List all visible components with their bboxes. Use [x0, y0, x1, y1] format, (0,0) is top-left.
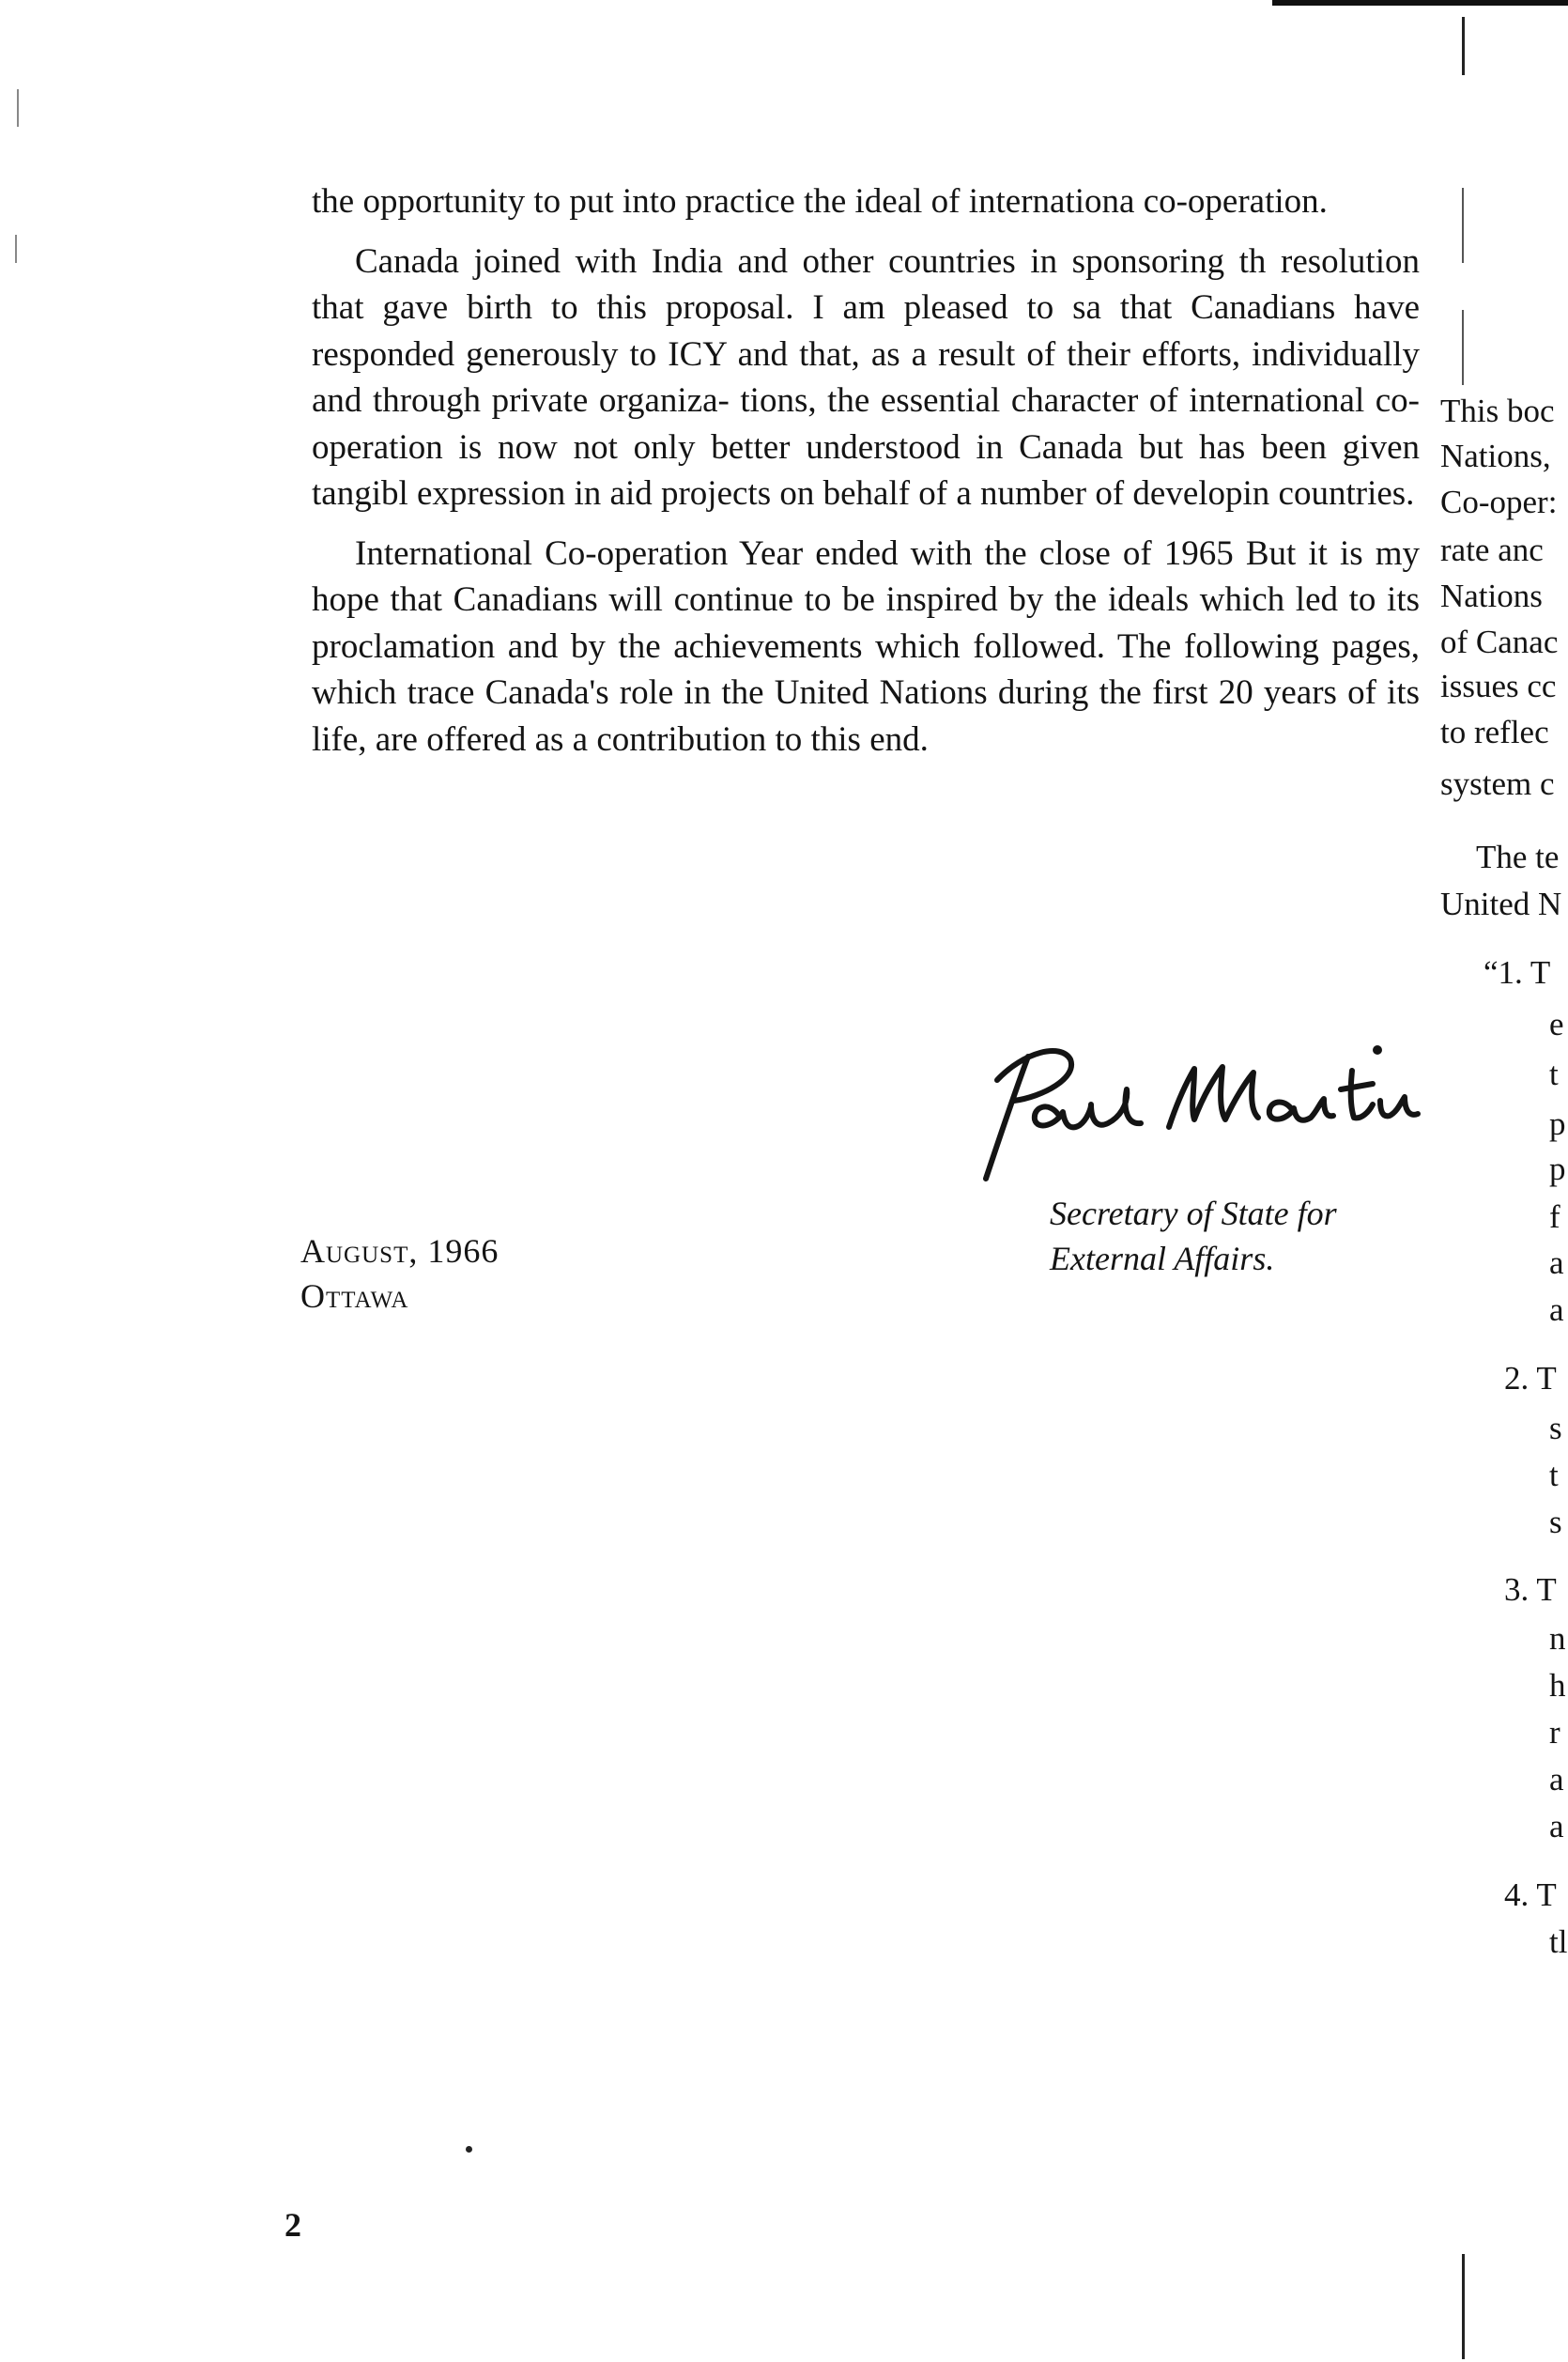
next-page-line: e	[1549, 1006, 1564, 1042]
next-page-line: to reflec	[1440, 714, 1549, 750]
next-page-line: rate anc	[1440, 532, 1544, 568]
scan-speck-2	[15, 235, 17, 263]
ink-speck	[466, 2146, 472, 2153]
next-page-line: n	[1549, 1620, 1566, 1657]
signature-image	[948, 1014, 1437, 1193]
next-page-line: The te	[1476, 839, 1560, 875]
place-text: Ottawa	[300, 1277, 409, 1315]
signature-title-line-2: External Affairs.	[1050, 1240, 1275, 1277]
next-page-line: Nations	[1440, 578, 1543, 614]
next-page-line: system c	[1440, 765, 1555, 802]
next-page-line: h	[1549, 1667, 1566, 1704]
next-page-line: of Canac	[1440, 624, 1559, 660]
next-page-line: t	[1549, 1056, 1559, 1092]
dateline	[300, 1228, 499, 1319]
next-page-line: p	[1549, 1150, 1566, 1187]
next-page-line: r	[1549, 1714, 1560, 1751]
signature-title	[1050, 1191, 1337, 1281]
next-page-line: a	[1549, 1291, 1564, 1328]
next-page-line: Nations,	[1440, 438, 1551, 474]
next-page-line: 4. T	[1504, 1876, 1557, 1913]
body-text	[312, 178, 1420, 776]
signature-title-line-1: Secretary of State for	[1050, 1195, 1337, 1232]
next-page-line: f	[1549, 1198, 1560, 1235]
next-page-line: Co-oper:	[1440, 484, 1558, 520]
next-page-line: This boc	[1440, 393, 1555, 429]
next-page-fragment	[1440, 0, 1568, 2362]
next-page-line: United N	[1440, 886, 1562, 922]
next-page-line: a	[1549, 1761, 1564, 1798]
next-page-line: 3. T	[1504, 1571, 1557, 1608]
scan-speck-1	[17, 89, 19, 127]
paragraph-2: Canada joined with India and other countries in sponsoring th resolution that gave birth to this proposal. I am pleased to sa that Canadians have responded generously to ICY and that, as a result of their efforts, individually and through private organiza- tions, the essential character of international co-operation is now not only better understood in Canada but has been given tangibl expression in aid projects on behalf of a number of developin countries.	[312, 241, 1420, 513]
paragraph-3: International Co-operation Year ended with the close of 1965 But it is my hope that Canadians will continue to be inspired by the ideals which led to its proclamation and by the achievements which followed. The following pages, which trace Canada's role in the United Nations during the first 20 years of its life, are offered as a contribution to this end.	[312, 533, 1420, 759]
next-page-line: tl	[1549, 1923, 1568, 1960]
next-page-line: 2. T	[1504, 1360, 1557, 1397]
next-page-line: p	[1549, 1105, 1566, 1142]
next-page-line: issues cc	[1440, 668, 1557, 704]
date-text: August, 1966	[300, 1232, 500, 1270]
paragraph-1: the opportunity to put into practice the ideal of internationa co-operation.	[312, 182, 1328, 221]
next-page-line: s	[1549, 1504, 1562, 1540]
next-page-line: a	[1549, 1808, 1564, 1845]
page-number: 2	[284, 2206, 301, 2244]
next-page-line: “1. T	[1483, 954, 1551, 991]
next-page-line: s	[1549, 1410, 1562, 1446]
next-page-line: t	[1549, 1457, 1559, 1493]
next-page-line: a	[1549, 1244, 1564, 1281]
